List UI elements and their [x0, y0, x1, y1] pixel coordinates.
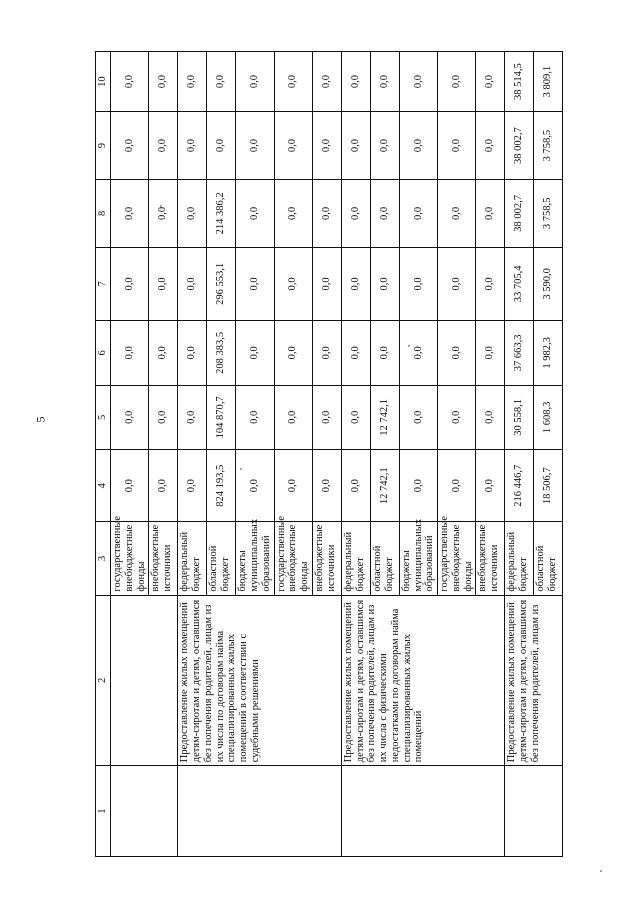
- amount-cell: 0,0: [370, 179, 399, 247]
- funding-source-cell: федеральный бюджет: [505, 522, 534, 595]
- amount-cell: 0,0: [274, 52, 312, 112]
- amount-cell: 0,0: [274, 450, 312, 522]
- table-row: [178, 52, 207, 857]
- amount-cell: 0,0: [312, 179, 341, 247]
- amount-cell: 0,0: [341, 321, 370, 386]
- amount-cell: 0,0: [111, 179, 149, 247]
- amount-cell: 0,0: [149, 247, 178, 320]
- amount-cell: 0,0: [438, 385, 476, 450]
- amount-cell: 12 742,1: [370, 450, 399, 522]
- amount-cell: 0,0: [236, 52, 274, 112]
- amount-cell: 824 193,5: [207, 450, 236, 522]
- scan-speck: [600, 870, 602, 872]
- amount-cell: 0,0: [370, 112, 399, 180]
- row-number-cell: [505, 766, 563, 857]
- amount-cell: 0,0: [111, 247, 149, 320]
- amount-cell: 0,0: [274, 247, 312, 320]
- amount-cell: 0,0: [312, 450, 341, 522]
- amount-cell: 1 608,3: [534, 385, 563, 450]
- header-cell: 9: [96, 112, 111, 180]
- amount-cell: 0,0: [312, 112, 341, 180]
- amount-cell: 0,0: [312, 385, 341, 450]
- amount-cell: 0,0: [207, 52, 236, 112]
- amount-cell: 0,0: [312, 321, 341, 386]
- header-cell: 1: [96, 766, 111, 857]
- amount-cell: 0,0: [111, 112, 149, 180]
- scan-speck: [408, 345, 410, 347]
- table-row: [111, 52, 149, 857]
- amount-cell: 0,0: [438, 112, 476, 180]
- row-number-cell: [178, 766, 342, 857]
- amount-cell: 0,0: [178, 247, 207, 320]
- amount-cell: 0,0: [438, 247, 476, 320]
- amount-cell: 0,0: [149, 179, 178, 247]
- amount-cell: 0,0: [236, 247, 274, 320]
- amount-cell: 30 558,1: [505, 385, 534, 450]
- funding-source-cell: федеральный бюджет: [178, 522, 207, 595]
- amount-cell: 0,0: [149, 385, 178, 450]
- amount-cell: 0,0: [111, 450, 149, 522]
- funding-source-cell: внебюджетные источники: [476, 522, 505, 595]
- amount-cell: 216 446,7: [505, 450, 534, 522]
- amount-cell: 0,0: [274, 385, 312, 450]
- amount-cell: 0,0: [149, 450, 178, 522]
- amount-cell: 0,0: [476, 52, 505, 112]
- amount-cell: 0,0: [476, 321, 505, 386]
- amount-cell: 37 663,3: [505, 321, 534, 386]
- funding-source-cell: государственные внебюджетные фонды: [111, 522, 149, 595]
- amount-cell: 0,0: [178, 321, 207, 386]
- amount-cell: 0,0: [341, 179, 370, 247]
- amount-cell: 0,0: [399, 52, 437, 112]
- amount-cell: 104 870,7: [207, 385, 236, 450]
- amount-cell: 0,0: [236, 112, 274, 180]
- amount-cell: 0,0: [370, 247, 399, 320]
- amount-cell: 0,0: [274, 321, 312, 386]
- header-cell: 8: [96, 179, 111, 247]
- amount-cell: 0,0: [149, 321, 178, 386]
- amount-cell: 0,0: [178, 450, 207, 522]
- amount-cell: 0,0: [399, 179, 437, 247]
- amount-cell: 0,0: [438, 179, 476, 247]
- amount-cell: 0,0: [476, 179, 505, 247]
- amount-cell: 33 705,4: [505, 247, 534, 320]
- header-row: [96, 52, 111, 857]
- table-row: [505, 52, 534, 857]
- amount-cell: 0,0: [111, 385, 149, 450]
- amount-cell: 3 758,5: [534, 179, 563, 247]
- amount-cell: 0,0: [178, 52, 207, 112]
- scan-speck: [240, 468, 242, 470]
- amount-cell: 0,0: [476, 112, 505, 180]
- funding-source-cell: бюджеты муниципальных образований: [399, 522, 437, 595]
- amount-cell: 0,0: [341, 247, 370, 320]
- funding-source-cell: внебюджетные источники: [312, 522, 341, 595]
- amount-cell: 0,0: [274, 112, 312, 180]
- amount-cell: 0,0: [178, 385, 207, 450]
- amount-cell: 0,0: [178, 179, 207, 247]
- amount-cell: 0,0: [370, 321, 399, 386]
- header-cell: 7: [96, 247, 111, 320]
- amount-cell: 0,0: [438, 450, 476, 522]
- amount-cell: 296 553,1: [207, 247, 236, 320]
- funding-source-cell: областной бюджет: [534, 522, 563, 595]
- amount-cell: 0,0: [149, 112, 178, 180]
- header-cell: 5: [96, 385, 111, 450]
- amount-cell: 0,0: [312, 247, 341, 320]
- amount-cell: 0,0: [341, 112, 370, 180]
- amount-cell: 0,0: [399, 321, 437, 386]
- amount-cell: 208 383,5: [207, 321, 236, 386]
- funding-source-cell: областной бюджет: [370, 522, 399, 595]
- rotated-table-container: [95, 51, 558, 857]
- header-cell: 4: [96, 450, 111, 522]
- scan-speck: [160, 205, 162, 207]
- amount-cell: 38 514,5: [505, 52, 534, 112]
- amount-cell: 0,0: [111, 321, 149, 386]
- amount-cell: 0,0: [341, 450, 370, 522]
- header-cell: 10: [96, 52, 111, 112]
- amount-cell: 0,0: [207, 112, 236, 180]
- amount-cell: 0,0: [341, 52, 370, 112]
- amount-cell: 3 758,5: [534, 112, 563, 180]
- amount-cell: 0,0: [149, 52, 178, 112]
- amount-cell: 38 002,7: [505, 179, 534, 247]
- measure-description-cell: Предоставление жилых помещений детям-сиротам и детям, оставшимся без попечения родителей, лицам из: [505, 595, 563, 766]
- amount-cell: 214 386,2: [207, 179, 236, 247]
- amount-cell: 0,0: [178, 112, 207, 180]
- financing-table: [95, 51, 563, 857]
- amount-cell: 0,0: [236, 385, 274, 450]
- funding-source-cell: областной бюджет: [207, 522, 236, 595]
- amount-cell: 0,0: [438, 52, 476, 112]
- funding-source-cell: федеральный бюджет: [341, 522, 370, 595]
- header-cell: 2: [96, 595, 111, 766]
- amount-cell: 0,0: [399, 385, 437, 450]
- header-cell: 3: [96, 522, 111, 595]
- row-number-cell: [341, 766, 505, 857]
- measure-description-cell: Предоставление жилых помещений детям-сиротам и детям, оставшимся без попечения родителей, лицам из их числа по договорам найма специализированных жилых помещений в соответствии с судебными решениями: [178, 595, 342, 766]
- funding-source-cell: бюджеты муниципальных образований: [236, 522, 274, 595]
- amount-cell: 12 742,1: [370, 385, 399, 450]
- amount-cell: 0,0: [476, 385, 505, 450]
- amount-cell: 3 590,0: [534, 247, 563, 320]
- amount-cell: 0,0: [370, 52, 399, 112]
- header-cell: 6: [96, 321, 111, 386]
- amount-cell: 0,0: [236, 450, 274, 522]
- amount-cell: 1 982,3: [534, 321, 563, 386]
- amount-cell: 18 506,7: [534, 450, 563, 522]
- funding-source-cell: внебюджетные источники: [149, 522, 178, 595]
- amount-cell: 0,0: [399, 112, 437, 180]
- table-row: [341, 52, 370, 857]
- amount-cell: 0,0: [312, 52, 341, 112]
- funding-source-cell: государственные внебюджетные фонды: [274, 522, 312, 595]
- amount-cell: 0,0: [341, 385, 370, 450]
- amount-cell: 0,0: [438, 321, 476, 386]
- amount-cell: 0,0: [236, 321, 274, 386]
- amount-cell: 0,0: [236, 179, 274, 247]
- amount-cell: 0,0: [274, 179, 312, 247]
- amount-cell: 0,0: [476, 247, 505, 320]
- measure-description-cell: [111, 595, 178, 766]
- page-number: 5: [33, 416, 48, 423]
- amount-cell: 0,0: [476, 450, 505, 522]
- measure-description-cell: Предоставление жилых помещений детям-сиротам и детям, оставшимся без попечения родителей, лицам из их числа с физическими недостатками по договорам найма специализированных жилых помещений: [341, 595, 505, 766]
- amount-cell: 0,0: [399, 450, 437, 522]
- table-frame: [95, 51, 558, 857]
- amount-cell: 38 002,7: [505, 112, 534, 180]
- amount-cell: 3 809,1: [534, 52, 563, 112]
- funding-source-cell: государственные внебюджетные фонды: [438, 522, 476, 595]
- amount-cell: 0,0: [111, 52, 149, 112]
- row-number-cell: [111, 766, 178, 857]
- amount-cell: 0,0: [399, 247, 437, 320]
